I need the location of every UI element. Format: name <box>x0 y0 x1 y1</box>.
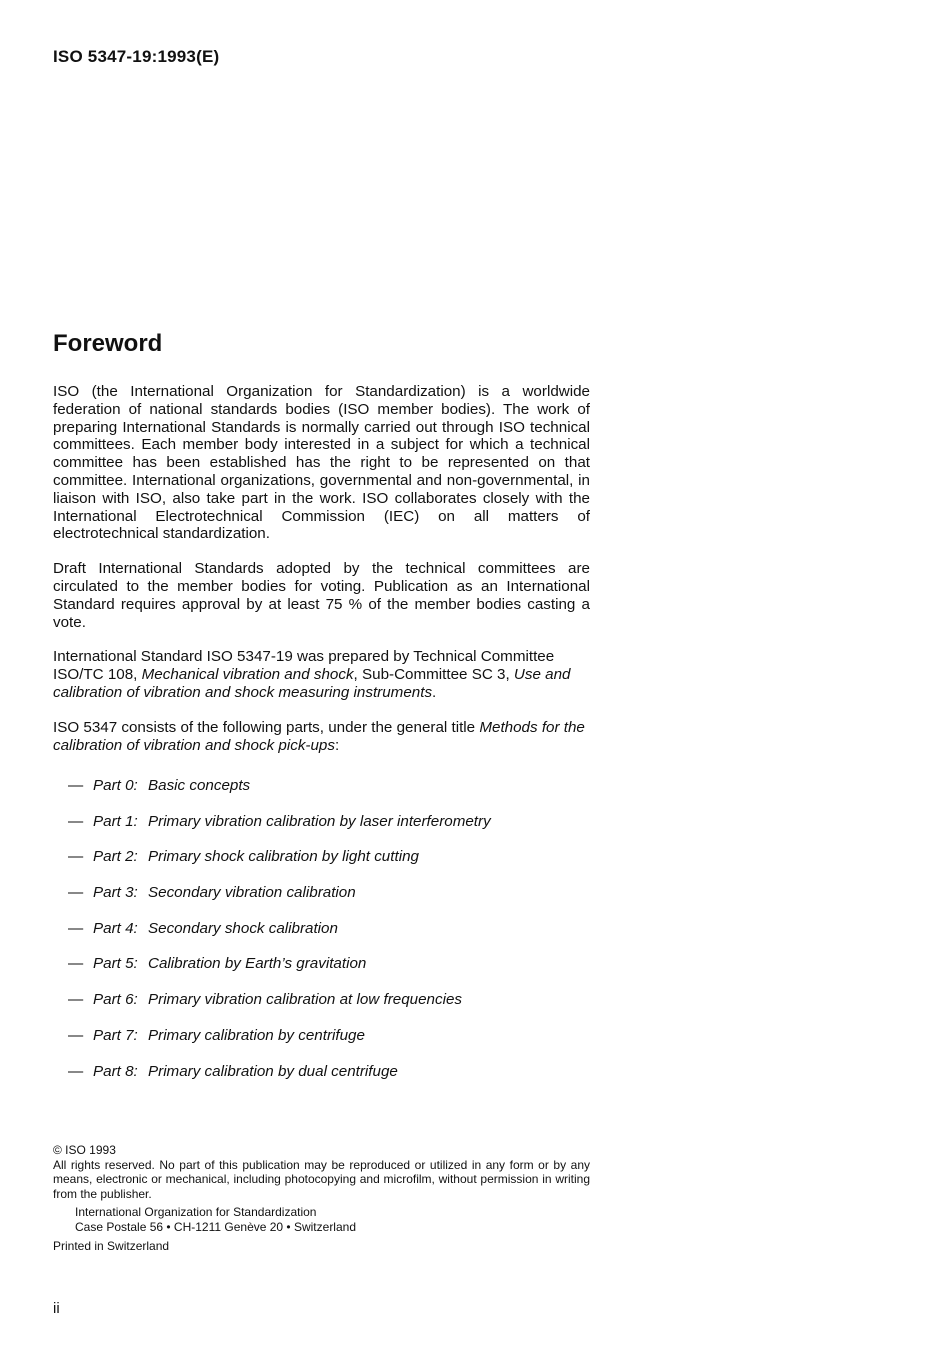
list-dash: — <box>68 812 84 830</box>
list-item <box>68 920 588 956</box>
list-dash: — <box>68 1062 84 1080</box>
foreword-paragraph-3 <box>53 648 590 701</box>
list-item <box>68 1027 588 1063</box>
copyright-notice: All rights reserved. No part of this publication may be reproduced or utilized in any form or by any means, electronic or mechanical, including photocopying and microfilm, without permission in writing from the publisher. <box>53 1157 590 1201</box>
list-item <box>68 848 588 884</box>
foreword-paragraph-1: ISO (the International Organization for Standardization) is a worldwide federation of national standards bodies (ISO member bodies). The work of preparing International Standards is normally carried out through ISO technical committees. Each member body interested in a subject for which a technical committee has been established has the right to be represented on that committee. International organizations, governmental and non-governmental, in liaison with ISO, also take part in the work. ISO collaborates closely with the International Electrotechnical Commission (IEC) on all matters of electrotechnical standardization. <box>53 383 590 543</box>
part-number: Part 8: <box>93 1062 138 1080</box>
list-item <box>68 991 588 1027</box>
publisher-address <box>53 1205 590 1234</box>
publisher-postal-address: Case Postale 56 • CH-1211 Genève 20 • Switzerland <box>75 1219 356 1234</box>
list-dash: — <box>68 777 84 794</box>
list-item <box>68 813 588 849</box>
copyright-block <box>53 1143 590 1253</box>
part-title: Basic concepts <box>148 777 251 794</box>
part-title: Primary shock calibration by light cutting <box>148 848 419 866</box>
para4-text-2: : <box>334 736 340 754</box>
part-title: Secondary shock calibration <box>148 919 338 937</box>
part-number: Part 4: <box>93 919 138 937</box>
page-number: ii <box>53 1300 60 1317</box>
part-title: Calibration by Earth’s gravitation <box>148 955 367 973</box>
part-title: Primary vibration calibration by laser interferometry <box>148 812 491 830</box>
list-item <box>68 955 588 991</box>
document-id-header: ISO 5347-19:1993(E) <box>53 47 220 66</box>
part-number: Part 7: <box>93 1026 138 1044</box>
subcommittee-title: Use and calibration of vibration and shock measuring instruments <box>53 666 571 701</box>
list-item <box>68 1063 588 1099</box>
para3-text-3: . <box>432 683 437 701</box>
list-dash: — <box>68 919 84 937</box>
foreword-paragraph-4 <box>53 719 590 755</box>
para4-text-1: ISO 5347 consists of the following parts, under the general title <box>53 718 480 736</box>
para3-text-1: International Standard ISO 5347-19 was prepared by Technical Committee ISO/TC 108, <box>53 648 555 684</box>
part-title: Primary calibration by dual centrifuge <box>148 1062 398 1080</box>
part-number: Part 0: <box>93 777 138 794</box>
list-dash: — <box>68 991 84 1009</box>
foreword-body <box>53 383 590 771</box>
copyright-line: © ISO 1993 <box>53 1143 116 1157</box>
part-number: Part 6: <box>93 991 138 1009</box>
para3-text-2: , Sub-Committee SC 3, <box>353 666 514 684</box>
parts-list <box>68 777 588 1098</box>
publisher-name: International Organization for Standardization <box>75 1205 317 1220</box>
list-dash: — <box>68 955 84 973</box>
committee-title: Mechanical vibration and shock <box>141 666 354 684</box>
part-number: Part 2: <box>93 848 138 866</box>
part-title: Primary calibration by centrifuge <box>148 1026 365 1044</box>
part-title: Secondary vibration calibration <box>148 884 356 902</box>
list-dash: — <box>68 884 84 902</box>
list-dash: — <box>68 1026 84 1044</box>
list-item <box>68 777 588 813</box>
general-title: Methods for the calibration of vibration and shock pick-ups <box>53 718 585 754</box>
list-item <box>68 884 588 920</box>
part-title: Primary vibration calibration at low frequencies <box>148 991 463 1009</box>
printed-in: Printed in Switzerland <box>53 1238 170 1253</box>
part-number: Part 5: <box>93 955 138 973</box>
part-number: Part 1: <box>93 812 138 830</box>
foreword-paragraph-2: Draft International Standards adopted by the technical committees are circulated to the member bodies for voting. Publication as an International Standard requires approval by at least 75 % of the member bodies casting a vote. <box>53 560 590 631</box>
part-number: Part 3: <box>93 884 138 902</box>
foreword-title: Foreword <box>53 330 163 357</box>
list-dash: — <box>68 848 84 866</box>
